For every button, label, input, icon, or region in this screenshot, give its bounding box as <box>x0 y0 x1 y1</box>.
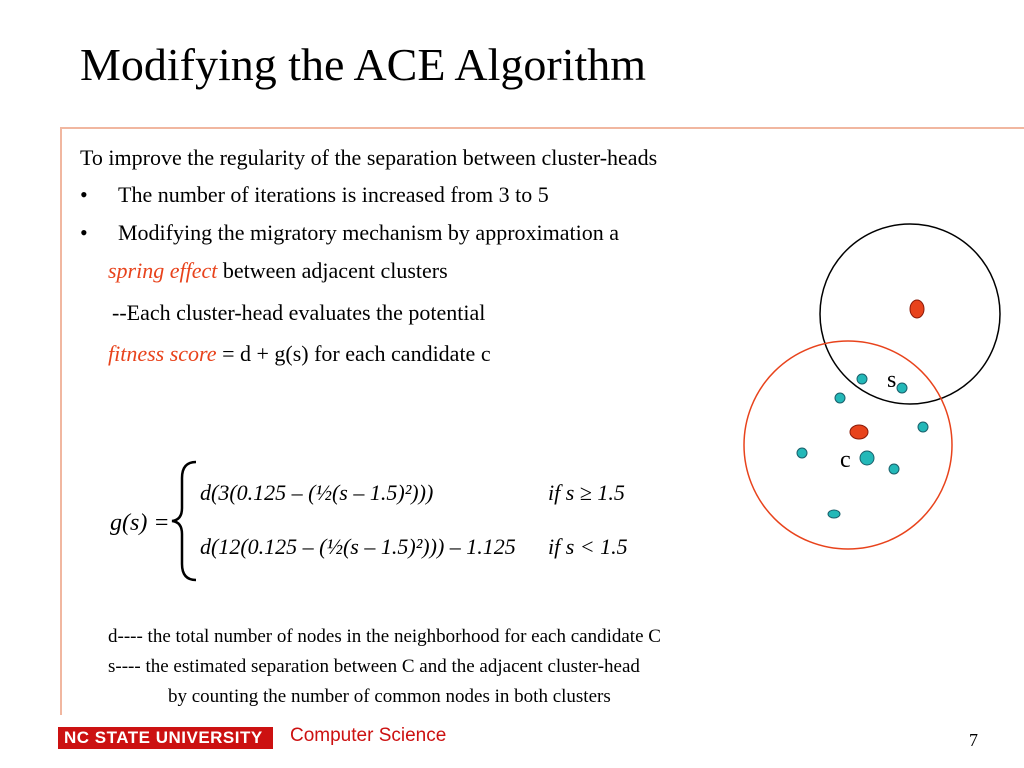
bullet-text: The number of iterations is increased from 3 to 5 <box>118 182 549 207</box>
bullet-item <box>80 182 549 208</box>
candidate-cluster-circle <box>744 341 952 549</box>
spring-effect-line <box>108 258 448 284</box>
spring-effect-term: spring effect <box>108 258 218 283</box>
department-name: Computer Science <box>290 725 447 746</box>
slide-title: Modifying the ACE Algorithm <box>80 39 647 90</box>
university-logo: NC STATE UNIVERSITY <box>58 727 273 749</box>
formula-case2-expr: d(12(0.125 – (½(s – 1.5)²))) – 1.125 <box>200 534 516 559</box>
sensor-node <box>835 393 845 403</box>
formula-lhs: g(s) = <box>110 510 170 536</box>
cluster-head-node <box>910 300 924 318</box>
s-definition-cont: by counting the number of common nodes in both clusters <box>168 686 611 707</box>
title-divider <box>60 127 1024 129</box>
label-s: s <box>887 367 897 393</box>
fitness-score-term: fitness score <box>108 341 217 366</box>
label-c: c <box>840 447 851 473</box>
sensor-node <box>828 510 840 518</box>
evaluation-line: --Each cluster-head evaluates the potential <box>112 300 486 325</box>
neighbor-cluster-circle <box>820 224 1000 404</box>
sensor-node <box>918 422 928 432</box>
sensor-node <box>860 451 874 465</box>
cluster-diagram <box>735 215 1024 560</box>
sensor-node <box>857 374 867 384</box>
sensor-node <box>797 448 807 458</box>
bullet-text: Modifying the migratory mechanism by approximation a <box>118 220 620 245</box>
fitness-line <box>108 341 491 367</box>
sensor-node <box>897 383 907 393</box>
page-number: 7 <box>969 730 978 750</box>
s-definition: s---- the estimated separation between C and the adjacent cluster-head <box>108 656 640 677</box>
sensor-node <box>889 464 899 474</box>
spring-effect-rest: between adjacent clusters <box>217 258 448 283</box>
formula-case1-expr: d(3(0.125 – (½(s – 1.5)²))) <box>200 480 434 505</box>
cluster-head-node <box>850 425 868 439</box>
d-definition: d---- the total number of nodes in the neighborhood for each candidate C <box>108 626 661 647</box>
bullet-marker: • <box>80 220 88 245</box>
intro-text: To improve the regularity of the separation between cluster-heads <box>80 145 658 170</box>
formula-case2-cond: if s < 1.5 <box>548 534 628 559</box>
fitness-score-rest: = d + g(s) for each candidate c <box>216 341 491 366</box>
brace <box>172 462 196 580</box>
g-of-s-formula <box>108 456 648 586</box>
bullet-item <box>80 220 619 246</box>
bullet-marker: • <box>80 182 88 207</box>
formula-case1-cond: if s ≥ 1.5 <box>548 480 625 505</box>
left-rule <box>60 127 62 715</box>
